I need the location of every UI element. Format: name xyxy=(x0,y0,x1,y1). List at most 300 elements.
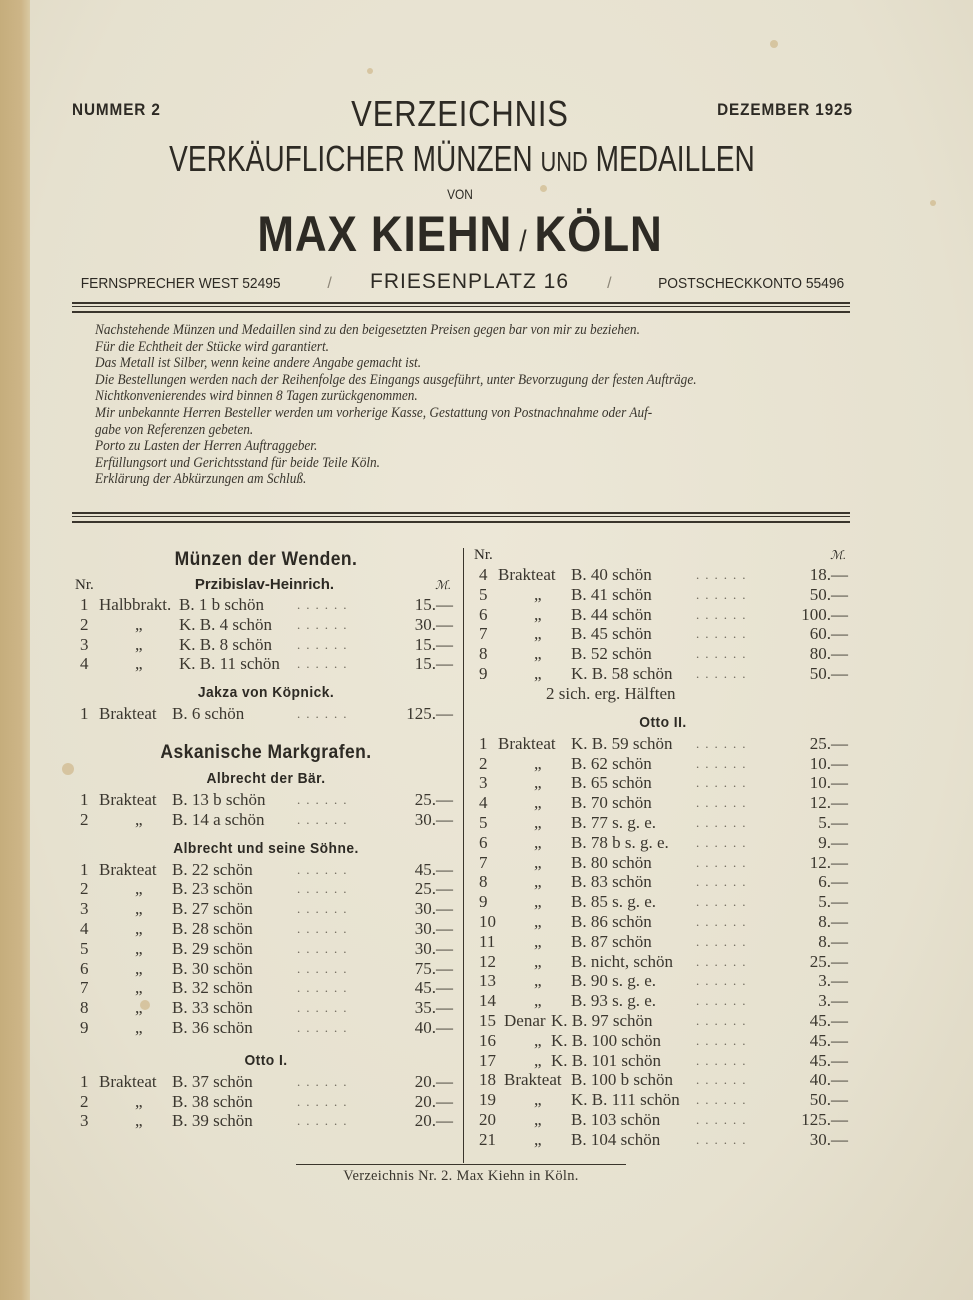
item-number: 8 xyxy=(80,998,89,1018)
item-description: K. B. 4 schön xyxy=(179,614,273,634)
item-description: B. 86 schön xyxy=(571,911,652,931)
item-list xyxy=(75,595,457,674)
leader-dots: ...... xyxy=(297,1000,353,1016)
item-price: 50.— xyxy=(809,663,848,683)
leader-dots: ...... xyxy=(297,940,353,956)
item-type: „ xyxy=(135,634,143,654)
leader-dots: ...... xyxy=(696,1012,752,1028)
item-type: „ xyxy=(534,793,542,813)
item-price: 75.— xyxy=(414,958,453,978)
item-number: 1 xyxy=(80,859,89,879)
item-list xyxy=(75,1072,457,1131)
item-price: 30.— xyxy=(414,938,453,958)
item-type: Brakteat xyxy=(498,565,556,584)
item-list xyxy=(474,565,852,684)
catalog-item-row xyxy=(474,624,852,644)
leader-dots: ...... xyxy=(696,933,752,949)
item-number: 15 xyxy=(479,1010,496,1030)
catalog-item-row xyxy=(75,1072,457,1092)
paper-edge-strip xyxy=(0,0,30,1300)
catalog-item-row xyxy=(474,952,852,972)
foxing-spot xyxy=(367,68,373,74)
catalog-item-row xyxy=(474,932,852,952)
item-number: 9 xyxy=(479,892,488,912)
left-column xyxy=(75,545,457,1131)
item-number: 17 xyxy=(479,1050,496,1070)
item-type: Brakteat xyxy=(498,733,556,753)
title-part-c: MEDAILLEN xyxy=(595,138,755,179)
item-type: „ xyxy=(534,931,542,951)
item-price: 125.— xyxy=(406,704,453,724)
item-price: 125.— xyxy=(801,1109,848,1129)
item-number: 8 xyxy=(479,872,488,892)
item-description: K. B. 59 schön xyxy=(571,733,673,753)
leader-dots: ...... xyxy=(696,894,752,910)
leader-dots: ...... xyxy=(696,1092,752,1108)
item-list xyxy=(75,790,457,830)
currency-label: ℳ. xyxy=(435,578,451,592)
issue-number: NUMMER 2 xyxy=(72,100,161,119)
leader-dots: ...... xyxy=(696,626,752,642)
issue-date: DEZEMBER 1925 xyxy=(717,100,853,119)
leader-dots: ...... xyxy=(696,814,752,830)
item-price: 45.— xyxy=(809,1010,848,1030)
note-line: Die Bestellungen werden nach der Reihenfolge des Eingangs ausgeführt, unter Bevorzugung der festen Aufträge. xyxy=(95,371,697,388)
item-price: 25.— xyxy=(809,733,848,753)
subsection-heading: Albrecht der Bär. xyxy=(206,769,326,787)
triple-rule-top xyxy=(72,302,850,313)
column-divider xyxy=(463,548,464,1163)
leader-dots: ...... xyxy=(297,706,353,722)
item-type: „ xyxy=(135,918,143,938)
leader-dots: ...... xyxy=(297,1113,353,1129)
item-type: Brakteat xyxy=(99,1071,157,1091)
page-footer: Verzeichnis Nr. 2. Max Kiehn in Köln. xyxy=(343,1168,579,1184)
separator: / xyxy=(327,275,332,292)
foxing-spot xyxy=(930,200,936,206)
item-continuation: 2 sich. erg. Hälften xyxy=(546,683,676,703)
item-price: 40.— xyxy=(414,1017,453,1037)
item-type: „ xyxy=(534,812,542,832)
item-price: 15.— xyxy=(414,654,453,674)
dealer-name-text: MAX KIEHN xyxy=(257,206,513,262)
item-number: 4 xyxy=(80,918,89,938)
item-number: 19 xyxy=(479,1090,496,1110)
item-price: 18.— xyxy=(809,565,848,584)
item-price: 9.— xyxy=(818,832,848,852)
item-number: 3 xyxy=(479,773,488,793)
item-number: 1 xyxy=(80,1071,89,1091)
leader-dots: ...... xyxy=(696,953,752,969)
item-price: 20.— xyxy=(414,1091,453,1111)
catalog-item-row xyxy=(75,595,457,615)
item-list xyxy=(474,734,852,1150)
item-description: B. 103 schön xyxy=(571,1109,661,1129)
catalog-item-row xyxy=(474,971,852,991)
item-description: B. 27 schön xyxy=(172,899,253,919)
item-description: B. 23 schön xyxy=(172,879,253,899)
item-description: B. 28 schön xyxy=(172,918,253,938)
item-type: „ xyxy=(534,624,542,644)
item-description: B. 100 b schön xyxy=(571,1070,673,1090)
contact-line xyxy=(72,270,852,294)
leader-dots: ...... xyxy=(297,881,353,897)
item-number: 13 xyxy=(479,971,496,991)
von-label: VON xyxy=(447,186,473,202)
item-price: 10.— xyxy=(809,773,848,793)
item-description: B. 70 schön xyxy=(571,793,652,813)
catalog-item-row xyxy=(474,754,852,774)
item-price: 15.— xyxy=(414,595,453,614)
leader-dots: ...... xyxy=(696,834,752,850)
item-type: Brakteat xyxy=(99,859,157,879)
leader-dots: ...... xyxy=(696,665,752,681)
item-number: 5 xyxy=(479,812,488,832)
catalog-item-row xyxy=(75,879,457,899)
leader-dots: ...... xyxy=(696,586,752,602)
item-description: B. 45 schön xyxy=(571,624,652,644)
catalog-item-row xyxy=(474,833,852,853)
note-line: Porto zu Lasten der Herren Auftraggeber. xyxy=(95,438,318,455)
item-description: B. 104 schön xyxy=(571,1129,661,1149)
nr-label: Nr. xyxy=(75,577,94,593)
item-price: 5.— xyxy=(818,812,848,832)
catalog-item-row xyxy=(474,991,852,1011)
leader-dots: ...... xyxy=(297,636,353,652)
item-price: 100.— xyxy=(801,604,848,624)
item-description: B. 93 s. g. e. xyxy=(571,991,656,1011)
dealer-name xyxy=(55,205,865,263)
leader-dots: ...... xyxy=(696,874,752,890)
leader-dots: ...... xyxy=(696,913,752,929)
catalog-item-row xyxy=(75,810,457,830)
catalog-item-row xyxy=(474,605,852,625)
leader-dots: ...... xyxy=(297,1019,353,1035)
phone-number: FERNSPRECHER WEST 52495 xyxy=(80,275,281,292)
catalog-item-row xyxy=(474,664,852,684)
note-line: Für die Echtheit der Stücke wird garantiert. xyxy=(95,338,329,355)
item-number: 3 xyxy=(80,634,89,654)
item-description: B. 30 schön xyxy=(172,958,253,978)
item-number: 2 xyxy=(80,614,89,634)
item-type: „ xyxy=(135,998,143,1018)
item-description: B. 37 schön xyxy=(172,1071,253,1091)
item-number: 12 xyxy=(479,951,496,971)
catalog-item-row xyxy=(474,813,852,833)
title-line-1: VERZEICHNIS xyxy=(351,93,569,134)
item-price: 5.— xyxy=(818,892,848,912)
catalog-item-row xyxy=(474,565,852,585)
item-description: B. 44 schön xyxy=(571,604,652,624)
leader-dots: ...... xyxy=(696,1131,752,1147)
catalog-item-row xyxy=(75,1092,457,1112)
item-number: 21 xyxy=(479,1129,496,1149)
item-description: B. 40 schön xyxy=(571,565,652,584)
leader-dots: ...... xyxy=(696,567,752,582)
item-type: „ xyxy=(135,614,143,634)
item-price: 12.— xyxy=(809,793,848,813)
note-line: Nichtkonvenierendes wird binnen 8 Tagen zurückgenommen. xyxy=(95,388,418,405)
catalog-item-row xyxy=(75,1111,457,1131)
item-type: „ xyxy=(135,1111,143,1131)
dealer-slash: / xyxy=(519,225,528,258)
item-type: „ xyxy=(534,1050,542,1070)
item-type: Brakteat xyxy=(504,1070,562,1090)
catalog-item-row xyxy=(474,1051,852,1071)
item-price: 10.— xyxy=(809,753,848,773)
leader-dots: ...... xyxy=(696,606,752,622)
item-type: „ xyxy=(534,663,542,683)
leader-dots: ...... xyxy=(297,920,353,936)
item-price: 40.— xyxy=(809,1070,848,1090)
leader-dots: ...... xyxy=(297,616,353,632)
leader-dots: ...... xyxy=(696,973,752,989)
catalog-item-row xyxy=(75,860,457,880)
catalog-item-row xyxy=(474,1130,852,1150)
item-number: 1 xyxy=(80,595,89,614)
item-price: 6.— xyxy=(818,872,848,892)
item-description: B. 87 schön xyxy=(571,931,652,951)
item-type: Halbbrakt. xyxy=(99,595,172,614)
item-type: „ xyxy=(534,773,542,793)
title-part-b: UND xyxy=(540,146,588,177)
dealer-city: KÖLN xyxy=(534,206,663,262)
catalog-item-row xyxy=(75,899,457,919)
item-price: 45.— xyxy=(414,978,453,998)
subsection-heading: Otto II. xyxy=(639,713,687,731)
item-description: B. nicht, schön xyxy=(571,951,673,971)
item-number: 1 xyxy=(479,733,488,753)
item-type: Brakteat xyxy=(99,789,157,809)
item-description: K. B. 100 schön xyxy=(551,1030,662,1050)
item-number: 10 xyxy=(479,911,496,931)
item-price: 35.— xyxy=(414,998,453,1018)
item-type: „ xyxy=(534,753,542,773)
item-description: B. 83 schön xyxy=(571,872,652,892)
item-type: „ xyxy=(534,911,542,931)
item-type: „ xyxy=(135,958,143,978)
catalog-item-row xyxy=(75,939,457,959)
item-number: 11 xyxy=(479,931,496,951)
note-line: Nachstehende Münzen und Medaillen sind zu den beigesetzten Preisen gegen bar von mir zu beziehen. xyxy=(95,322,640,338)
note-line: Das Metall ist Silber, wenn keine andere Angabe gemacht ist. xyxy=(95,355,422,372)
right-column xyxy=(474,545,852,1150)
item-number: 20 xyxy=(479,1109,496,1129)
note-line: Mir unbekannte Herren Besteller werden um vorherige Kasse, Gestattung von Postnachnahme oder Auf- xyxy=(95,404,653,421)
item-number: 6 xyxy=(479,604,488,624)
item-description: K. B. 11 schön xyxy=(179,654,280,674)
separator: / xyxy=(607,275,612,292)
item-price: 45.— xyxy=(809,1030,848,1050)
item-type: „ xyxy=(534,951,542,971)
catalog-item-row xyxy=(75,978,457,998)
item-price: 20.— xyxy=(414,1071,453,1091)
catalog-item-row xyxy=(474,853,852,873)
note-line: gabe von Referenzen gebeten. xyxy=(95,421,254,438)
leader-dots: ...... xyxy=(696,993,752,1009)
leader-dots: ...... xyxy=(696,1032,752,1048)
catalog-item-row xyxy=(474,872,852,892)
catalog-item-row xyxy=(474,912,852,932)
leader-dots: ...... xyxy=(696,735,752,751)
item-type: „ xyxy=(135,978,143,998)
item-number: 5 xyxy=(479,584,488,604)
leader-dots: ...... xyxy=(696,1111,752,1127)
section-heading: Askanische Markgrafen. xyxy=(160,741,372,763)
item-price: 3.— xyxy=(818,991,848,1011)
item-type: Denar xyxy=(504,1010,546,1030)
catalog-item-row xyxy=(474,644,852,664)
currency-label: ℳ. xyxy=(830,548,846,562)
item-number: 9 xyxy=(479,663,488,683)
item-type: „ xyxy=(534,1090,542,1110)
item-number: 5 xyxy=(80,938,89,958)
item-description: B. 77 s. g. e. xyxy=(571,812,656,832)
catalog-item-row xyxy=(474,734,852,754)
item-number: 2 xyxy=(80,1091,89,1111)
item-price: 25.— xyxy=(809,951,848,971)
item-description: B. 1 b schön xyxy=(179,595,264,614)
item-description: B. 52 schön xyxy=(571,644,652,664)
item-type: „ xyxy=(534,584,542,604)
catalog-item-row xyxy=(75,790,457,810)
item-price: 30.— xyxy=(414,918,453,938)
item-type: „ xyxy=(135,654,143,674)
item-number: 2 xyxy=(80,809,89,829)
catalog-item-row xyxy=(75,615,457,635)
item-number: 2 xyxy=(479,753,488,773)
item-list xyxy=(75,704,457,724)
item-description: B. 13 b schön xyxy=(172,789,266,809)
item-description: B. 65 schön xyxy=(571,773,652,793)
catalog-item-row xyxy=(474,1090,852,1110)
item-number: 1 xyxy=(80,789,89,809)
item-type: „ xyxy=(534,644,542,664)
column-header xyxy=(75,575,457,595)
leader-dots: ...... xyxy=(696,775,752,791)
item-price: 50.— xyxy=(809,1090,848,1110)
catalog-item-row xyxy=(474,773,852,793)
item-price: 30.— xyxy=(414,899,453,919)
item-number: 2 xyxy=(80,879,89,899)
catalog-item-row xyxy=(75,959,457,979)
item-price: 8.— xyxy=(818,931,848,951)
catalog-item-row xyxy=(75,635,457,655)
item-description: K. B. 101 schön xyxy=(551,1050,662,1070)
catalog-item-row xyxy=(474,1070,852,1090)
leader-dots: ...... xyxy=(696,646,752,662)
item-number: 4 xyxy=(479,793,488,813)
note-line: Erfüllungsort und Gerichtsstand für beide Teile Köln. xyxy=(95,454,381,471)
catalog-item-row xyxy=(75,1018,457,1038)
subsection-heading: Albrecht und seine Söhne. xyxy=(173,839,359,857)
item-type: „ xyxy=(534,971,542,991)
item-description: B. 32 schön xyxy=(172,978,253,998)
item-type: „ xyxy=(135,1091,143,1111)
item-description: B. 29 schön xyxy=(172,938,253,958)
item-type: „ xyxy=(135,938,143,958)
item-type: „ xyxy=(534,892,542,912)
item-number: 16 xyxy=(479,1030,496,1050)
subsection-heading: Otto I. xyxy=(244,1051,288,1069)
address: FRIESENPLATZ 16 xyxy=(370,270,569,293)
title-part-a: VERKÄUFLICHER MÜNZEN xyxy=(169,138,533,179)
footer-rule xyxy=(296,1164,626,1165)
item-description: B. 33 schön xyxy=(172,998,253,1018)
item-price: 20.— xyxy=(414,1111,453,1131)
item-type: „ xyxy=(135,809,143,829)
item-type: „ xyxy=(534,1030,542,1050)
foxing-spot xyxy=(62,763,74,775)
catalog-item-row xyxy=(474,1011,852,1031)
column-header xyxy=(474,545,852,565)
item-description: B. 6 schön xyxy=(172,704,245,724)
item-price: 80.— xyxy=(809,644,848,664)
item-number: 3 xyxy=(80,1111,89,1131)
leader-dots: ...... xyxy=(297,811,353,827)
item-number: 4 xyxy=(479,565,488,584)
item-list xyxy=(75,860,457,1038)
item-type: „ xyxy=(534,1129,542,1149)
leader-dots: ...... xyxy=(297,791,353,807)
item-number: 6 xyxy=(479,832,488,852)
item-type: „ xyxy=(135,1017,143,1037)
leader-dots: ...... xyxy=(297,980,353,996)
item-description: B. 78 b s. g. e. xyxy=(571,832,669,852)
item-type: „ xyxy=(534,852,542,872)
item-description: K. B. 97 schön xyxy=(551,1010,653,1030)
item-number: 7 xyxy=(479,624,488,644)
item-price: 15.— xyxy=(414,634,453,654)
item-price: 45.— xyxy=(809,1050,848,1070)
note-line: Erklärung der Abkürzungen am Schluß. xyxy=(95,471,307,488)
catalog-item-row xyxy=(75,919,457,939)
leader-dots: ...... xyxy=(297,901,353,917)
leader-dots: ...... xyxy=(696,1052,752,1068)
nr-label: Nr. xyxy=(474,547,493,563)
item-number: 18 xyxy=(479,1070,496,1090)
item-price: 8.— xyxy=(818,911,848,931)
item-description: B. 36 schön xyxy=(172,1017,253,1037)
item-description: B. 90 s. g. e. xyxy=(571,971,656,991)
section-heading: Münzen der Wenden. xyxy=(174,549,358,570)
item-price: 50.— xyxy=(809,584,848,604)
item-number: 7 xyxy=(479,852,488,872)
item-number: 14 xyxy=(479,991,496,1011)
item-type: „ xyxy=(135,899,143,919)
item-description: K. B. 111 schön xyxy=(571,1090,680,1110)
item-description: B. 41 schön xyxy=(571,584,652,604)
postal-account: POSTSCHECKKONTO 55496 xyxy=(657,275,844,292)
item-price: 12.— xyxy=(809,852,848,872)
item-description: B. 85 s. g. e. xyxy=(571,892,656,912)
catalog-item-row xyxy=(474,1031,852,1051)
item-number: 6 xyxy=(80,958,89,978)
catalog-item-row xyxy=(75,704,457,724)
catalog-item-row xyxy=(75,654,457,674)
item-description: K. B. 8 schön xyxy=(179,634,273,654)
item-number: 3 xyxy=(80,899,89,919)
item-type: Brakteat xyxy=(99,704,157,724)
item-description: B. 39 schön xyxy=(172,1111,253,1131)
leader-dots: ...... xyxy=(696,755,752,771)
item-number: 8 xyxy=(479,644,488,664)
foxing-spot xyxy=(770,40,778,48)
subsection-heading: Przibislav-Heinrich. xyxy=(194,576,335,593)
item-type: „ xyxy=(534,991,542,1011)
item-description: B. 38 schön xyxy=(172,1091,253,1111)
item-type: „ xyxy=(135,879,143,899)
